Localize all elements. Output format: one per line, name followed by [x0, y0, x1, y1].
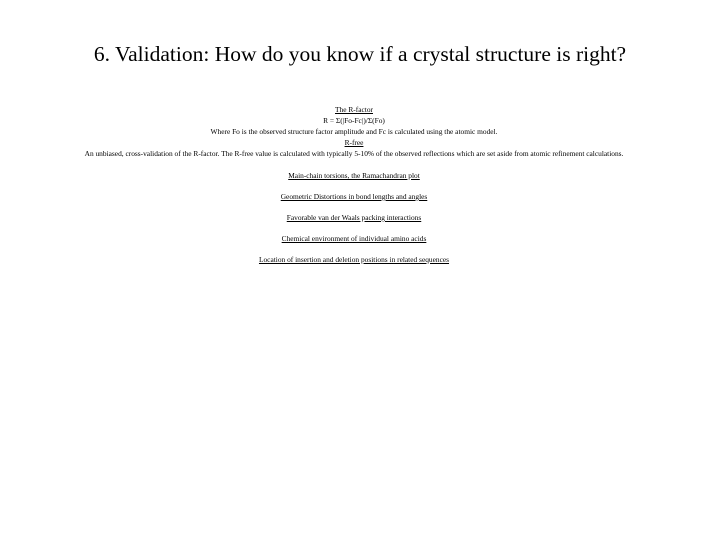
link-geometric-distortions[interactable]: Geometric Distortions in bond lengths and angles [280, 192, 428, 201]
link-chemical-environment[interactable]: Chemical environment of individual amino acids [281, 234, 427, 243]
slide-title: 6. Validation: How do you know if a crystal structure is right? [93, 42, 627, 66]
r-factor-formula: R = Σ(|Fo-Fc|)/Σ(Fo) [323, 116, 385, 125]
r-free-description: An unbiased, cross-validation of the R-factor. The R-free value is calculated with typically 5-10% of the observed reflections which are set aside from atomic refinement calculations. [84, 149, 624, 158]
r-factor-description: Where Fo is the observed structure factor amplitude and Fc is calculated using the atomic model. [210, 127, 498, 136]
list-item [0, 254, 708, 265]
list-item [0, 212, 708, 223]
r-factor-heading: The R-factor [335, 105, 373, 114]
list-item [0, 191, 708, 202]
list-item [0, 170, 708, 181]
list-item [0, 233, 708, 244]
link-insertion-deletion-positions[interactable]: Location of insertion and deletion positions in related sequences [258, 255, 450, 264]
link-ramachandran-plot[interactable]: Main-chain torsions, the Ramachandran plot [288, 171, 420, 180]
link-van-der-waals-packing[interactable]: Favorable van der Waals packing interactions [286, 213, 422, 222]
r-free-heading: R-free [344, 138, 364, 147]
slide-content [0, 104, 708, 265]
